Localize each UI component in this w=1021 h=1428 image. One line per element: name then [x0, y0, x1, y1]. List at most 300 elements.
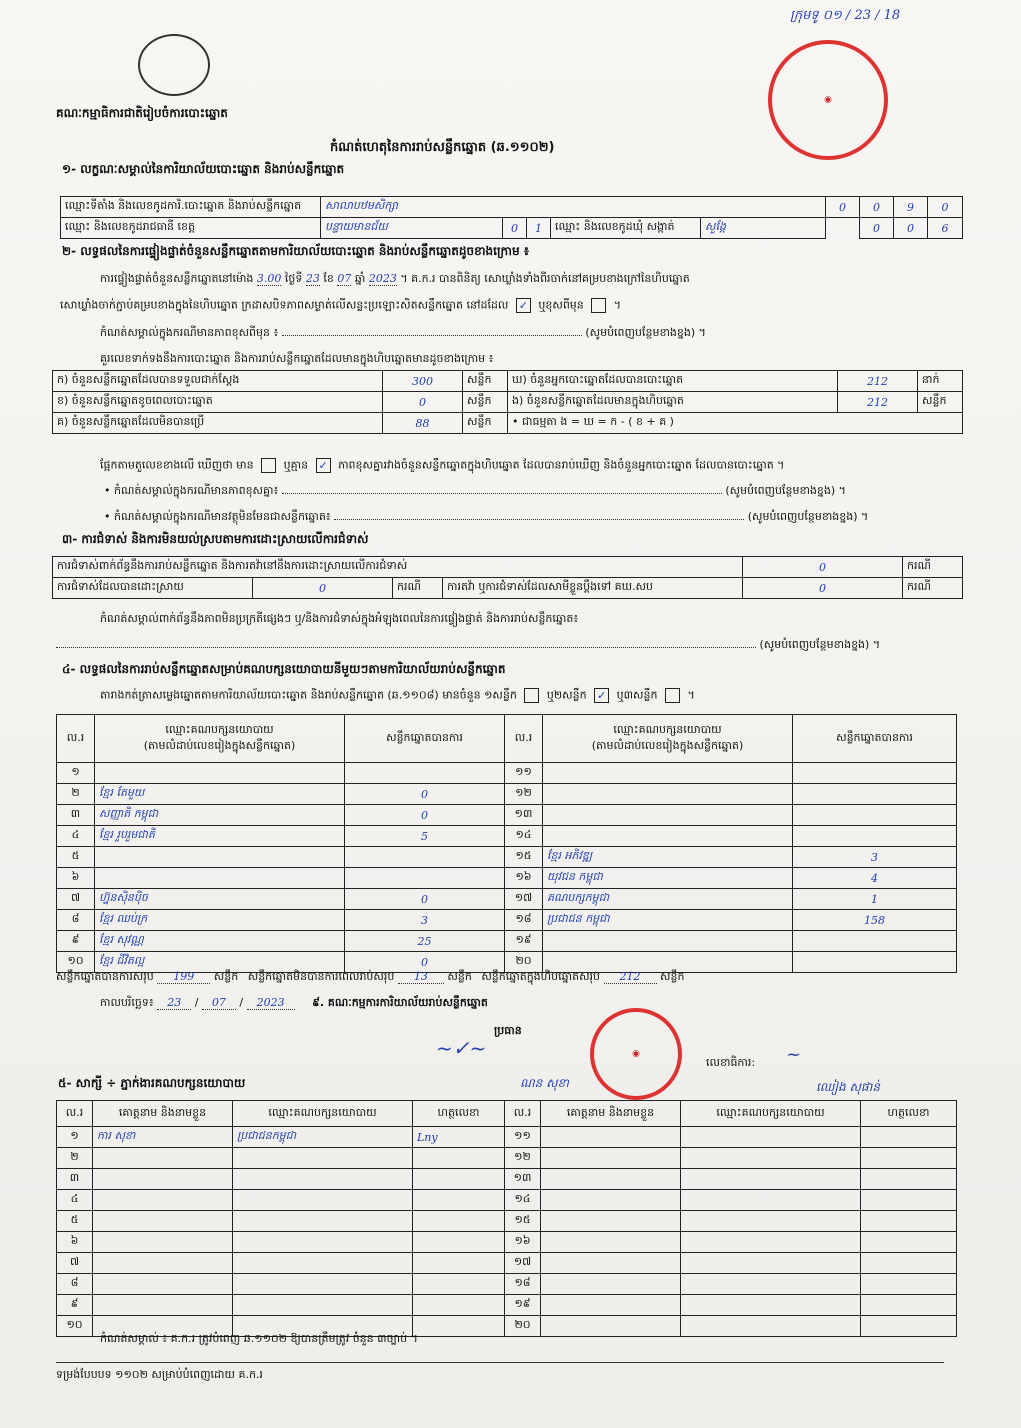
cell-votes: 3	[345, 910, 505, 931]
cell-party	[233, 1211, 413, 1232]
code-digit: 0	[860, 197, 894, 218]
note-line	[282, 493, 722, 494]
cell-no: ១៤	[505, 826, 543, 847]
note-line	[334, 519, 744, 520]
table-row	[57, 889, 957, 910]
col-name: គោត្តនាម និងនាមខ្លួន	[93, 1101, 233, 1127]
cell-no: ១៧	[505, 889, 543, 910]
code-digit: 1	[527, 218, 551, 239]
cell-votes	[793, 763, 957, 784]
cell-party	[233, 1169, 413, 1190]
cell-no: ៩	[57, 1295, 93, 1316]
cell-party	[233, 1274, 413, 1295]
cell-votes	[345, 847, 505, 868]
section3-title: ៣- ការជំទាស់ និងការមិនយល់ស្របតាមការដោះស្រាយលើការជំទាស់	[62, 532, 369, 546]
s3-note-line	[56, 638, 880, 652]
text: ។	[613, 298, 622, 312]
unit: សន្លឹក	[463, 371, 508, 392]
cell-no: ២	[57, 784, 95, 805]
cell-empty	[541, 1190, 681, 1211]
s1-row2-label2: ឈ្មោះ និងលេខកូដឃុំ សង្កាត់	[551, 218, 701, 239]
cell-no: ១២	[505, 784, 543, 805]
spacer	[826, 218, 860, 239]
cell-no: ១០	[57, 1316, 93, 1337]
note-line	[56, 647, 756, 648]
unit: ករណី	[903, 578, 963, 599]
cell-no: ១	[57, 1127, 93, 1148]
cell-empty	[681, 1169, 861, 1190]
cell-empty	[681, 1316, 861, 1337]
cell-sign: Lny	[413, 1127, 505, 1148]
col-party	[543, 715, 793, 763]
cell-votes: 0	[345, 889, 505, 910]
cell-votes	[793, 931, 957, 952]
code-digit: 0	[928, 197, 963, 218]
cell-party: ខ្មែរ តែមួយ	[95, 784, 345, 805]
s2-bullet2	[104, 510, 868, 524]
cell-no: ១៥	[505, 847, 543, 868]
cell-no: ១	[57, 763, 95, 784]
cell-votes	[345, 868, 505, 889]
col-party-sub: (តាមលំដាប់លេខរៀងក្នុងសន្លឹកឆ្នោត)	[591, 738, 744, 752]
cell-name	[93, 1169, 233, 1190]
chair-signature: ~✓~	[436, 1036, 487, 1060]
cell-empty	[681, 1253, 861, 1274]
cell-party: ខ្មែរ ឈប់ក្រ	[95, 910, 345, 931]
cell-no: ១៤	[505, 1190, 541, 1211]
text: ឆ្នាំ	[354, 272, 366, 285]
three-sheet-checkbox[interactable]	[665, 688, 680, 703]
cell-no: ១០	[57, 952, 95, 973]
cell-empty	[861, 1127, 957, 1148]
table-row	[57, 1169, 957, 1190]
section5-title: ៥- សាក្សី ÷ ភ្នាក់ងារគណបក្សនយោបាយ	[58, 1076, 246, 1090]
cell-empty	[541, 1148, 681, 1169]
two-sheet-checkbox[interactable]: ✓	[594, 688, 609, 703]
text: កំណត់សម្គាល់ក្នុងករណីមានភាពខុសពីមុន ៖	[100, 326, 279, 339]
unit: សន្លឹក	[447, 970, 472, 983]
cell-empty	[861, 1148, 957, 1169]
s4-totals	[56, 970, 956, 984]
cell-party: ប្រជាជនកម្ពុជា	[233, 1127, 413, 1148]
text: ឬខុសពីមុន	[538, 298, 584, 312]
count-label: ឃ) ចំនួនអ្នកបោះឆ្នោតដែលបានបោះឆ្នោត	[508, 371, 838, 392]
table-row	[57, 763, 957, 784]
total-valid: 199	[157, 970, 210, 984]
text: ។ គ.ក.រ បានពិនិត្យ សោឃ្លាំងទាំងពីរចាក់នៅគម្របខាងក្រៅនៃហិបឆ្នោត	[400, 272, 690, 285]
cell-sign	[413, 1316, 505, 1337]
formula: • ជាធម្មតា ង = ឃ = ក - ( ខ + គ )	[508, 413, 963, 434]
cell-party: ខ្មែរ ជីវិតល្អ	[95, 952, 345, 973]
cell-party	[543, 763, 793, 784]
text: ផ្អែកតាមតួលេខខាងលើ ឃើញថា មាន	[100, 458, 254, 472]
col-no: ល.រ	[57, 715, 95, 763]
cell-no: ៧	[57, 889, 95, 910]
cell-no: ៣	[57, 1169, 93, 1190]
appeal-label: ការតវ៉ា ឬការជំទាស់ដែលសាមីខ្លួនប្តឹងទៅ គឃ.សប	[443, 578, 743, 599]
cell-no: ១៧	[505, 1253, 541, 1274]
cell-party: យុវជន កម្ពុជា	[543, 868, 793, 889]
intact-checkbox[interactable]: ✓	[516, 298, 531, 313]
committee-name: គណៈកម្មាធិការជាតិរៀបចំការបោះឆ្នោត	[56, 106, 228, 120]
cell-party: សញ្ញាតិ កម្ពុជា	[95, 805, 345, 826]
cell-sign	[413, 1274, 505, 1295]
col-votes: សន្លឹកឆ្នោតបានការ	[345, 715, 505, 763]
section1-title: ១- លក្ខណៈសម្គាល់នៃការិយាល័យបោះឆ្នោត និងរាប់សន្លឹកឆ្នោត	[62, 162, 345, 176]
text: តារាងកត់ត្រាសម្លេងឆ្នោតតាមការិយាល័យបោះឆ្នោត និងរាប់សន្លឹកឆ្នោត (ឆ.១១០៨) មានចំនួន ១សន្លឹក	[100, 688, 517, 702]
cell-votes: 3	[793, 847, 957, 868]
count-label: ក) ចំនួនសន្លឹកឆ្នោតដែលបានទទួលជាក់ស្តែង	[53, 371, 383, 392]
resolved-label: ការជំទាស់ដែលបានដោះស្រាយ	[53, 578, 253, 599]
s2-count-table	[52, 370, 963, 434]
cell-empty	[861, 1232, 957, 1253]
code-digit: 6	[928, 218, 963, 239]
count-label: ខ) ចំនួនសន្លឹកឆ្នោតខូចពេលបោះឆ្នោត	[53, 392, 383, 413]
table-row	[57, 805, 957, 826]
cell-empty	[541, 1232, 681, 1253]
count-value: 212	[838, 392, 918, 413]
cell-empty	[681, 1211, 861, 1232]
code-digit: 0	[503, 218, 527, 239]
s4-sub	[100, 688, 695, 703]
s1-row2-value: បន្ទាយមានជ័យ	[321, 218, 503, 239]
cell-empty	[541, 1253, 681, 1274]
cell-party: ខ្មែរ រួបរួមជាតិ	[95, 826, 345, 847]
text: ភាពខុសគ្នារវាងចំនួនសន្លឹកឆ្នោតក្នុងហិបឆ្នោត ដែលបានរាប់ឃើញ និងចំនួនអ្នកបោះឆ្នោត ដែលបានបោះឆ្នោត ។	[338, 458, 785, 472]
official-stamp-top: ◉	[768, 40, 888, 160]
text: ការផ្ទៀងផ្ទាត់ចំនួនសន្លឹកឆ្នោតនៅម៉ោង	[100, 272, 254, 285]
cell-party: ខ្មែរ សុវណ្ណ	[95, 931, 345, 952]
s1-row1-value: សាលាបឋមសិក្សា	[321, 197, 826, 218]
count-label: គ) ចំនួនសន្លឹកឆ្នោតដែលមិនបានប្រើ	[53, 413, 383, 434]
col-party: ឈ្មោះគណបក្សនយោបាយ	[681, 1101, 861, 1127]
cell-empty	[861, 1169, 957, 1190]
section4-title: ៤- លទ្ធផលនៃការរាប់សន្លឹកឆ្នោតសម្រាប់គណបក្សនយោបាយនីមួយៗតាមការិយាល័យរាប់សន្លឹកឆ្នោត	[62, 662, 506, 676]
cell-sign	[413, 1253, 505, 1274]
code-digit: 0	[860, 218, 894, 239]
table-row	[57, 1253, 957, 1274]
table-row	[57, 868, 957, 889]
one-sheet-checkbox[interactable]	[524, 688, 539, 703]
cell-votes: 0	[345, 784, 505, 805]
col-votes: សន្លឹកឆ្នោតបានការ	[793, 715, 957, 763]
cell-empty	[681, 1127, 861, 1148]
cell-sign	[413, 1295, 505, 1316]
unit: ករណី	[393, 578, 443, 599]
text: • កំណត់សម្គាល់ក្នុងករណីមានវត្ថុមិនមែនជាសន្លឹកឆ្នោត៖	[104, 510, 331, 523]
cell-party	[233, 1295, 413, 1316]
cell-empty	[541, 1316, 681, 1337]
cell-party	[543, 805, 793, 826]
cell-no: ៦	[57, 1232, 93, 1253]
footer: ទម្រង់បែបបទ ១១០២ សម្រាប់បំពេញដោយ គ.ក.រ	[56, 1368, 263, 1381]
cell-no: ៨	[57, 1274, 93, 1295]
cell-name	[93, 1253, 233, 1274]
cell-name: ការ សុខា	[93, 1127, 233, 1148]
code-digit: 0	[894, 218, 928, 239]
text: ថ្ងៃទី	[284, 272, 303, 285]
cell-no: ៦	[57, 868, 95, 889]
cell-no: ១៦	[505, 868, 543, 889]
cell-no: ១៣	[505, 1169, 541, 1190]
col-no: ល.រ	[505, 715, 543, 763]
unit: សន្លឹក	[463, 392, 508, 413]
cell-votes: 0	[345, 952, 505, 973]
cell-party	[543, 784, 793, 805]
cell-empty	[541, 1169, 681, 1190]
cell-name	[93, 1274, 233, 1295]
text: សន្លឹកឆ្នោតបានការសរុប	[56, 970, 154, 983]
text: ។	[687, 688, 695, 702]
cell-no: ៥	[57, 1211, 93, 1232]
text: សន្លឹកឆ្នោតមិនបានការពេលរាប់សរុប	[247, 970, 395, 983]
col-no: ល.រ	[57, 1101, 93, 1127]
footer-divider	[56, 1362, 944, 1363]
cell-party: ហ្វ៊ុនស៊ិនប៉ិច	[95, 889, 345, 910]
cell-no: ៥	[57, 847, 95, 868]
cell-no: ១៨	[505, 1274, 541, 1295]
emblem-logo	[138, 34, 210, 96]
text: (សូមបំពេញបន្ថែមខាងខ្នង) ។	[747, 510, 869, 523]
s2-line2	[60, 298, 621, 313]
total-invalid: 13	[398, 970, 444, 984]
table-row	[57, 931, 957, 952]
appeal-count: 0	[743, 578, 903, 599]
day-value: 23	[305, 272, 320, 285]
cell-no: ២០	[505, 952, 543, 973]
cell-party: ប្រជាជន កម្ពុជា	[543, 910, 793, 931]
cell-votes: 158	[793, 910, 957, 931]
text: ឬគ្មាន	[283, 458, 309, 472]
text: • កំណត់សម្គាល់ក្នុងករណីមានភាពខុសគ្នា៖	[104, 484, 279, 497]
cell-no: ១៩	[505, 931, 543, 952]
cell-empty	[861, 1274, 957, 1295]
text: ខែ	[323, 272, 334, 285]
s4-results-table	[56, 714, 957, 973]
count-value: 212	[838, 371, 918, 392]
cell-empty	[861, 1316, 957, 1337]
text: (សូមបំពេញបន្ថែមខាងខ្នង) ។	[585, 326, 706, 339]
cell-votes	[793, 826, 957, 847]
count-value: 0	[383, 392, 463, 413]
cell-party	[543, 931, 793, 952]
cell-no: ៨	[57, 910, 95, 931]
s2-count-intro: គួរលេខទាក់ទងនឹងការបោះឆ្នោត និងការរាប់សន្លឹកឆ្នោតដែលមានក្នុងហិបឆ្នោតមានដូចខាងក្រោម ៖	[100, 352, 494, 365]
cell-no: ១៥	[505, 1211, 541, 1232]
text: សន្លឹកឆ្នោតក្នុងហិបឆ្នោតសរុប	[481, 970, 601, 983]
cell-name	[93, 1211, 233, 1232]
cell-no: ១៨	[505, 910, 543, 931]
count-value: 88	[383, 413, 463, 434]
secretary-name: ឈៀង សុផាន់	[816, 1080, 880, 1094]
table-row	[57, 1232, 957, 1253]
cell-empty	[541, 1274, 681, 1295]
cell-votes: 1	[793, 889, 957, 910]
cell-name	[93, 1295, 233, 1316]
count-label: ង) ចំនួនសន្លឹកឆ្នោតដែលមានក្នុងហិបឆ្នោត	[508, 392, 838, 413]
cell-empty	[541, 1211, 681, 1232]
unit: សន្លឹក	[660, 970, 685, 983]
cell-no: ១១	[505, 1127, 541, 1148]
cell-votes	[345, 763, 505, 784]
cell-no: ១៣	[505, 805, 543, 826]
cell-empty	[681, 1295, 861, 1316]
cell-no: ១៩	[505, 1295, 541, 1316]
cell-no: ១២	[505, 1148, 541, 1169]
secretary-signature: ~	[786, 1044, 802, 1065]
col-sign: ហត្ថលេខា	[413, 1101, 505, 1127]
unit: នាក់	[918, 371, 963, 392]
date-year: 2023	[247, 996, 295, 1010]
s3-table	[52, 556, 963, 599]
cell-no: ១៦	[505, 1232, 541, 1253]
table-row	[57, 1190, 957, 1211]
table-row	[57, 826, 957, 847]
col-party-title: ឈ្មោះគណបក្សនយោបាយ	[165, 722, 274, 736]
cell-no: ៧	[57, 1253, 93, 1274]
cell-party	[95, 763, 345, 784]
s1-row1-label: ឈ្មោះទីតាំង និងលេខកូដការិ.បោះឆ្នោត និងរាប់សន្លឹកឆ្នោត	[61, 197, 321, 218]
text: ឬ២សន្លឹក	[546, 688, 587, 702]
cell-party	[233, 1253, 413, 1274]
cell-votes: 4	[793, 868, 957, 889]
changed-checkbox[interactable]	[591, 298, 606, 313]
cell-empty	[681, 1274, 861, 1295]
col-name: គោត្តនាម និងនាមខ្លួន	[541, 1101, 681, 1127]
form-title: កំណត់ហេតុនៃការរាប់សន្លឹកឆ្នោត (ឆ.១១០២)	[330, 140, 555, 155]
secretary-label: លេខាធិការ:	[706, 1056, 756, 1069]
code-digit: 0	[826, 197, 860, 218]
official-stamp-bottom: ◉	[590, 1008, 682, 1100]
objection-label: ការជំទាស់ពាក់ព័ន្ធនឹងការរាប់សន្លឹកឆ្នោត និងការតវ៉ានៅនឹងការដោះស្រាយលើការជំទាស់	[53, 557, 743, 578]
section2-title: ២- លទ្ធផលនៃការផ្ទៀងផ្ទាត់ចំនួនសន្លឹកឆ្នោតតាមការិយាល័យបោះឆ្នោត និងរាប់សន្លឹកឆ្នោតដូចខាងក្រោម ៖	[62, 244, 530, 258]
count-value: 300	[383, 371, 463, 392]
cell-votes	[793, 805, 957, 826]
has-diff-checkbox[interactable]	[261, 458, 276, 473]
cell-votes	[793, 784, 957, 805]
cell-empty	[861, 1295, 957, 1316]
chair-label: ប្រធាន	[494, 1024, 522, 1037]
table-row	[57, 847, 957, 868]
cell-sign	[413, 1232, 505, 1253]
table-row	[57, 1127, 957, 1148]
cell-name	[93, 1232, 233, 1253]
cell-name	[93, 1148, 233, 1169]
top-handwritten-note: ក្រុមទូ ០១ / 23 / 18	[790, 8, 901, 23]
resolved-count: 0	[253, 578, 393, 599]
table-row	[57, 910, 957, 931]
total-in-box: 212	[604, 970, 657, 984]
month-value: 07	[337, 272, 352, 285]
year-value: 2023	[368, 272, 397, 285]
cell-votes: 5	[345, 826, 505, 847]
cell-votes: 0	[345, 805, 505, 826]
cell-sign	[413, 1190, 505, 1211]
sign-title: ៩. គណៈកម្មការការិយាល័យរាប់សន្លឹកឆ្នោត	[312, 996, 488, 1009]
footnote: កំណត់សម្គាល់ ៖ គ.ក.រ ត្រូវបំពេញ ឆ.១១០២ ឱ្យបានត្រឹមត្រូវ ចំនួន ៣ច្បាប់ ។	[100, 1332, 418, 1345]
cell-party	[95, 847, 345, 868]
no-diff-checkbox[interactable]: ✓	[316, 458, 331, 473]
s5-witness-table	[56, 1100, 957, 1337]
s4-body	[57, 763, 957, 973]
cell-name	[93, 1190, 233, 1211]
text: កាលបរិច្ឆេទ៖	[100, 996, 154, 1009]
col-party	[95, 715, 345, 763]
cell-party	[543, 826, 793, 847]
unit: សន្លឹក	[213, 970, 239, 983]
col-no: ល.រ	[505, 1101, 541, 1127]
cell-empty	[681, 1190, 861, 1211]
cell-party: គណបក្សកម្ពុជា	[543, 889, 793, 910]
date-month: 07	[202, 996, 236, 1010]
table-row	[57, 1274, 957, 1295]
table-row	[57, 1295, 957, 1316]
cell-party	[233, 1232, 413, 1253]
text: សោឃ្លាំងចាក់ភ្ជាប់គម្របខាងក្នុងនៃហិបឆ្នោត ក្រដាសបិទភាពសម្ងាត់លើសន្លះប្រឡោះសិតសន្លឹកឆ្នោត នៅដដែល	[60, 298, 509, 312]
s2-line1	[100, 272, 690, 286]
cell-empty	[861, 1211, 957, 1232]
unit: សន្លឹក	[918, 392, 963, 413]
table-row	[57, 1211, 957, 1232]
cell-empty	[541, 1127, 681, 1148]
col-party: ឈ្មោះគណបក្សនយោបាយ	[233, 1101, 413, 1127]
table-row	[57, 1148, 957, 1169]
unit: ករណី	[903, 557, 963, 578]
objection-count: 0	[743, 557, 903, 578]
cell-sign	[413, 1211, 505, 1232]
s2-compare	[100, 458, 784, 473]
col-party-title: ឈ្មោះគណបក្សនយោបាយ	[613, 722, 722, 736]
cell-no: ៩	[57, 931, 95, 952]
cell-party: ខ្មែរ អភិវឌ្ឍ	[543, 847, 793, 868]
s1-row2-value2: សួង្កែ	[701, 218, 826, 239]
s2-bullet1	[104, 484, 846, 498]
cell-no: ៤	[57, 1190, 93, 1211]
cell-empty	[541, 1295, 681, 1316]
col-sign: ហត្ថលេខា	[861, 1101, 957, 1127]
section1-table	[60, 196, 963, 239]
time-value: 3.00	[256, 272, 282, 285]
s5-body	[57, 1127, 957, 1337]
s2-note	[100, 326, 960, 340]
cell-no: ២	[57, 1148, 93, 1169]
cell-party	[233, 1148, 413, 1169]
cell-no: ៤	[57, 826, 95, 847]
cell-votes: 25	[345, 931, 505, 952]
chair-name: ណន សុខា	[520, 1076, 569, 1090]
s4-date: កាលបរិច្ឆេទ៖ 23 / 07 / 2023 ៩. គណៈកម្មការការិយាល័យរាប់សន្លឹកឆ្នោត	[100, 996, 488, 1009]
cell-sign	[413, 1148, 505, 1169]
cell-no: ១១	[505, 763, 543, 784]
cell-sign	[413, 1169, 505, 1190]
cell-empty	[861, 1190, 957, 1211]
note-line	[282, 335, 582, 336]
text: (សូមបំពេញបន្ថែមខាងខ្នង) ។	[759, 638, 881, 651]
table-row	[57, 784, 957, 805]
s3-note: កំណត់សម្គាល់ពាក់ព័ន្ធនឹងភាពមិនប្រក្រតីផ្សេងៗ ឬ/និងការជំទាស់ក្នុងអំឡុងពេលនៃការផ្ទៀងផ្ទាត់ និងការរាប់សន្លឹកឆ្នោត៖	[100, 612, 579, 625]
cell-empty	[861, 1253, 957, 1274]
col-party-sub: (តាមលំដាប់លេខរៀងក្នុងសន្លឹកឆ្នោត)	[143, 738, 296, 752]
text: ឬ៣សន្លឹក	[616, 688, 658, 702]
cell-empty	[681, 1148, 861, 1169]
cell-no: ៣	[57, 805, 95, 826]
date-day: 23	[157, 996, 191, 1010]
cell-no: ២០	[505, 1316, 541, 1337]
unit: សន្លឹក	[463, 413, 508, 434]
text: (សូមបំពេញបន្ថែមខាងខ្នង) ។	[725, 484, 846, 497]
s1-row2-label: ឈ្មោះ និងលេខកូដរាជធានី ខេត្ត	[61, 218, 321, 239]
cell-empty	[681, 1232, 861, 1253]
